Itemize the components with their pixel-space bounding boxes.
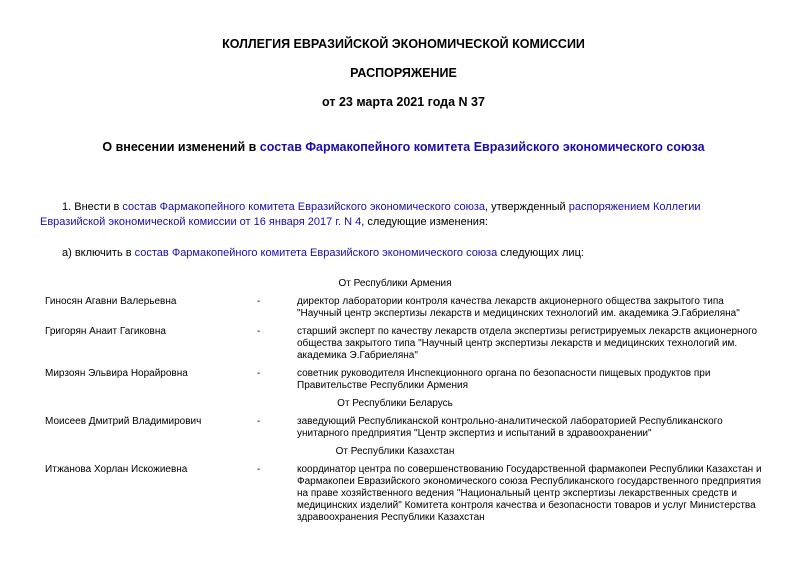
committee-link-2[interactable]: состав Фармакопейного комитета Евразийского экономического союза <box>134 247 498 259</box>
member-row <box>45 368 775 392</box>
section-heading: От Республики Беларусь <box>337 398 453 409</box>
paragraph-1 <box>40 200 768 230</box>
document-type: РАСПОРЯЖЕНИЕ <box>350 66 457 80</box>
member-position: заведующий Республиканской контрольно-аналитической лабораторией Республиканского унитарного предприятия "Центр экспертиз и испытаний в здравоохранении" <box>297 416 723 439</box>
title-prefix: О внесении изменений в <box>102 140 260 154</box>
member-row <box>45 296 775 320</box>
member-name: Гиносян Агавни Валерьевна <box>45 296 177 307</box>
members-table <box>45 278 775 530</box>
member-dash: - <box>257 416 261 427</box>
member-name: Мирзоян Эльвира Норайровна <box>45 368 188 379</box>
member-name: Моисеев Дмитрий Владимирович <box>45 416 202 427</box>
committee-link[interactable]: состав Фармакопейного комитета Евразийского экономического союза <box>122 201 485 213</box>
paragraph-2-text-b: следующих лиц: <box>497 247 584 259</box>
order-link[interactable]: распоряжением Коллегии Евразийской экономической комиссии от 16 января 2017 г. N 4 <box>40 201 701 228</box>
member-dash: - <box>257 296 261 307</box>
member-row <box>45 416 775 440</box>
paragraph-1-text-b: , утвержденный <box>485 201 569 213</box>
member-name: Итжанова Хорлан Искожиевна <box>45 464 188 475</box>
member-dash: - <box>257 326 261 337</box>
org-heading: КОЛЛЕГИЯ ЕВРАЗИЙСКОЙ ЭКОНОМИЧЕСКОЙ КОМИССИИ <box>222 37 585 51</box>
member-row <box>45 326 775 362</box>
member-position: старший эксперт по качеству лекарств отдела экспертизы регистрируемых лекарств акционерного общества закрытого типа "Научный центр экспертизы лекарств и медицинских технологий им. академика Э.Габриеляна" <box>297 326 758 361</box>
title-link[interactable]: состав Фармакопейного комитета Евразийского экономического союза <box>259 140 705 154</box>
section-heading: От Республики Армения <box>338 278 452 289</box>
member-dash: - <box>257 464 261 475</box>
member-position: советник руководителя Инспекционного органа по безопасности пищевых продуктов при Правительстве Республики Армения <box>297 368 711 391</box>
paragraph-2 <box>40 246 768 261</box>
paragraph-1-number: 1. <box>62 201 72 213</box>
member-row <box>45 464 775 524</box>
member-position: координатор центра по совершенствованию Государственной фармакопеи Республики Казахстан и Фармакопеи Евразийского экономического союза Республиканского государственного предприятия на праве хозяйственного ведения "Национальный центр экспертизы лекарственных средств и медицинских изделий" Комитета контроля качества и безопасности товаров и услуг Министерства здравоохранения Республики Казахстан <box>297 464 762 523</box>
document-date: от 23 марта 2021 года N 37 <box>322 95 485 109</box>
member-name: Григорян Анаит Гагиковна <box>45 326 166 337</box>
paragraph-1-text-a: Внести в <box>74 201 123 213</box>
paragraph-1-text-c: , следующие изменения: <box>361 216 488 228</box>
section-heading: От Республики Казахстан <box>335 446 455 457</box>
paragraph-2-text-a: а) включить в <box>62 247 135 259</box>
member-position: директор лаборатории контроля качества лекарств акционерного общества закрытого типа "Научный центр экспертизы лекарств и медицинских технологий им. академика Э.Габриеляна" <box>297 296 740 319</box>
document-title <box>0 140 807 154</box>
member-dash: - <box>257 368 261 379</box>
